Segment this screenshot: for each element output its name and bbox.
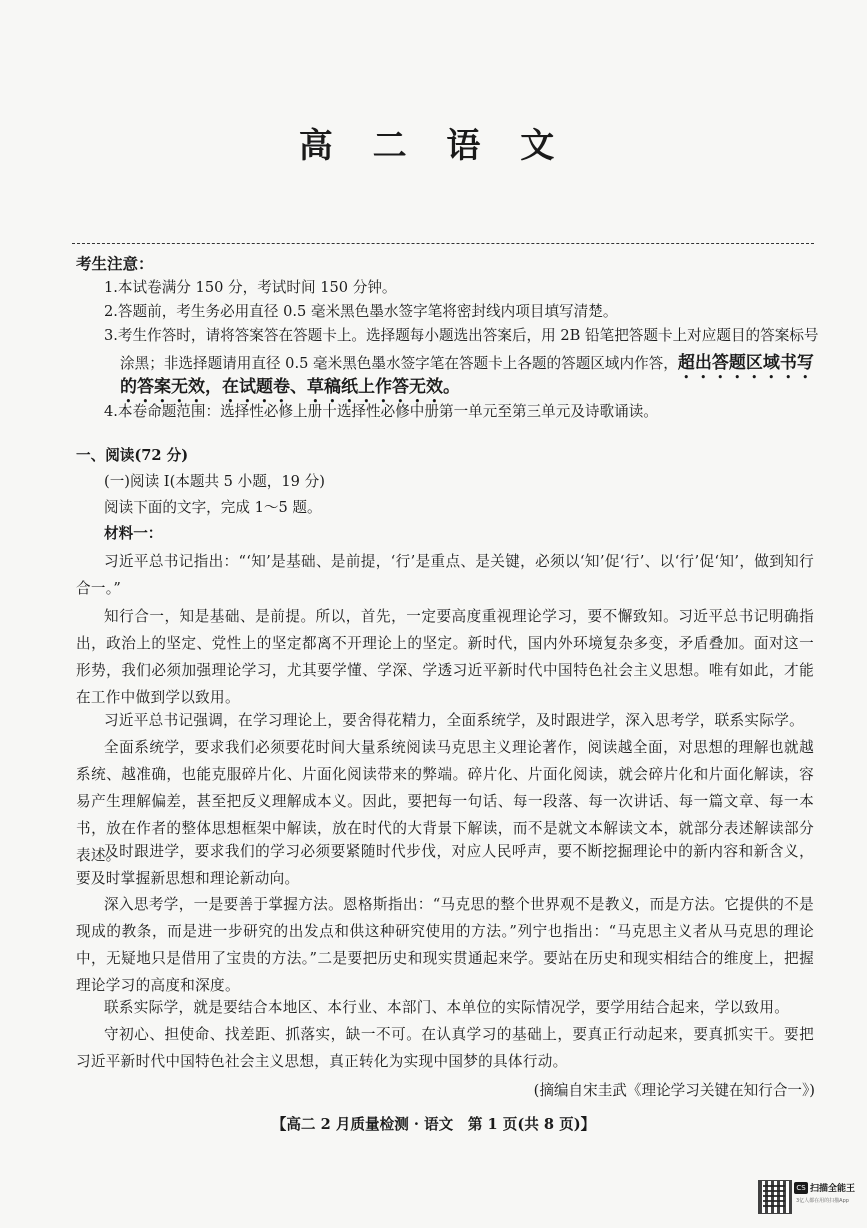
scanner-app-name: 扫描全能王 [810,1184,856,1194]
paragraph-4: 全面系统学，要求我们必须要花时间大量系统阅读马克思主义理论著作，阅读越全面，对思想的理解也就越系统、越准确，也能克服碎片化、片面化阅读带来的弊端。碎片化、片面化阅读，就会碎片化和片面化解读，容易产生理解偏差，甚至把反义理解成本义。因此，要把每一句话、每一段落、每一次讲话、每一篇文章、每一本书，放在作者的整体思想框架中解读，放在时代的大背景下解读，而不是就文本解读文本，就部分表述解读部分表述。 [76,739,814,864]
notice-item-4: 4.本卷命题范围：选择性必修上册十选择性必修中册第一单元至第三单元及诗歌诵读。 [104,403,658,420]
notice-item-1: 1.本试卷满分 150 分，考试时间 150 分钟。 [104,279,397,296]
notice-item-3-emphasis: 超出答题区域书写 [677,353,814,373]
qr-code-icon [758,1180,792,1214]
paragraph-6: 深入思考学，一是要善于掌握方法。恩格斯指出：“马克思的整个世界观不是教义，而是方法。它提供的不是现成的教条，而是进一步研究的出发点和供这种研究使用的方法。”列宁也指出：“马克思主义者从马克思的理论中，无疑地只是借用了宝贵的方法。”二是要把历史和现实贯通起来学。要站在历史和现实相结合的维度上，把握理论学习的高度和深度。 [76,896,814,994]
paragraph-2: 知行合一，知是基础、是前提。所以，首先，一定要高度重视理论学习，要不懈致知。习近平总书记明确指出，政治上的坚定、党性上的坚定都离不开理论上的坚定。新时代，国内外环境复杂多变，矛盾叠加。面对这一形势，我们必须加强理论学习，尤其要学懂、学深、学透习近平新时代中国特色社会主义思想。唯有如此，才能在工作中做到学以致用。 [76,608,814,706]
reading-instruction: 阅读下面的文字，完成 1～5 题。 [104,499,322,516]
notice-item-2: 2.答题前，考生务必用直径 0.5 毫米黑色墨水签字笔将密封线内项目填写清楚。 [104,303,618,320]
notice-heading: 考生注意： [76,254,154,273]
scanner-tagline: 3亿人都在用的扫描App [796,1198,849,1204]
material-label: 材料一： [104,525,163,542]
paragraph-3: 习近平总书记强调，在学习理论上，要舍得花精力，全面系统学，及时跟进学，深入思考学，联系实际学。 [104,712,805,729]
paragraph-5: 及时跟进学，要求我们的学习必须要紧随时代步伐，对应人民呼声，要不断挖掘理论中的新内容和新含义，要及时掌握新思想和理论新动向。 [76,843,814,887]
subsection-heading: (一)阅读 Ⅰ(本题共 5 小题，19 分) [104,473,325,490]
page-footer: 【高二 2 月质量检测 · 语文 第 1 页(共 8 页)】 [271,1116,596,1133]
notice-item-3-plain: 涂黑；非选择题请用直径 0.5 毫米黑色墨水签字笔在答题卡上各题的答题区域内作答， [120,355,678,372]
paragraph-7: 联系实际学，就是要结合本地区、本行业、本部门、本单位的实际情况学，要学用结合起来，学以致用。 [104,999,790,1016]
paragraph-1: 习近平总书记指出：“‘知’是基础、是前提，‘行’是重点、是关键，必须以‘知’促‘行’、以‘行’促‘知’，做到知行合一。” [76,553,814,597]
paragraph-8: 守初心、担使命、找差距、抓落实，缺一不可。在认真学习的基础上，要真正行动起来，要真抓实干。要把习近平新时代中国特色社会主义思想，真正转化为实现中国梦的具体行动。 [76,1026,814,1070]
source-citation: (摘编自宋圭武《理论学习关键在知行合一》) [533,1082,815,1099]
section-heading: 一、阅读(72 分) [76,447,189,464]
notice-item-3-line-1: 3.考生作答时，请将答案答在答题卡上。选择题每小题选出答案后，用 2B 铅笔把答题卡上对应题目的答案标号 [104,327,819,344]
notice-item-3-line-3: 的答案无效，在试题卷、草稿纸上作答无效。 [120,377,460,397]
camscanner-logo-icon: CS [794,1182,808,1194]
seal-line-divider [72,243,814,244]
scanner-watermark [758,1180,854,1220]
page-title: 高 二 语 文 [298,126,569,166]
